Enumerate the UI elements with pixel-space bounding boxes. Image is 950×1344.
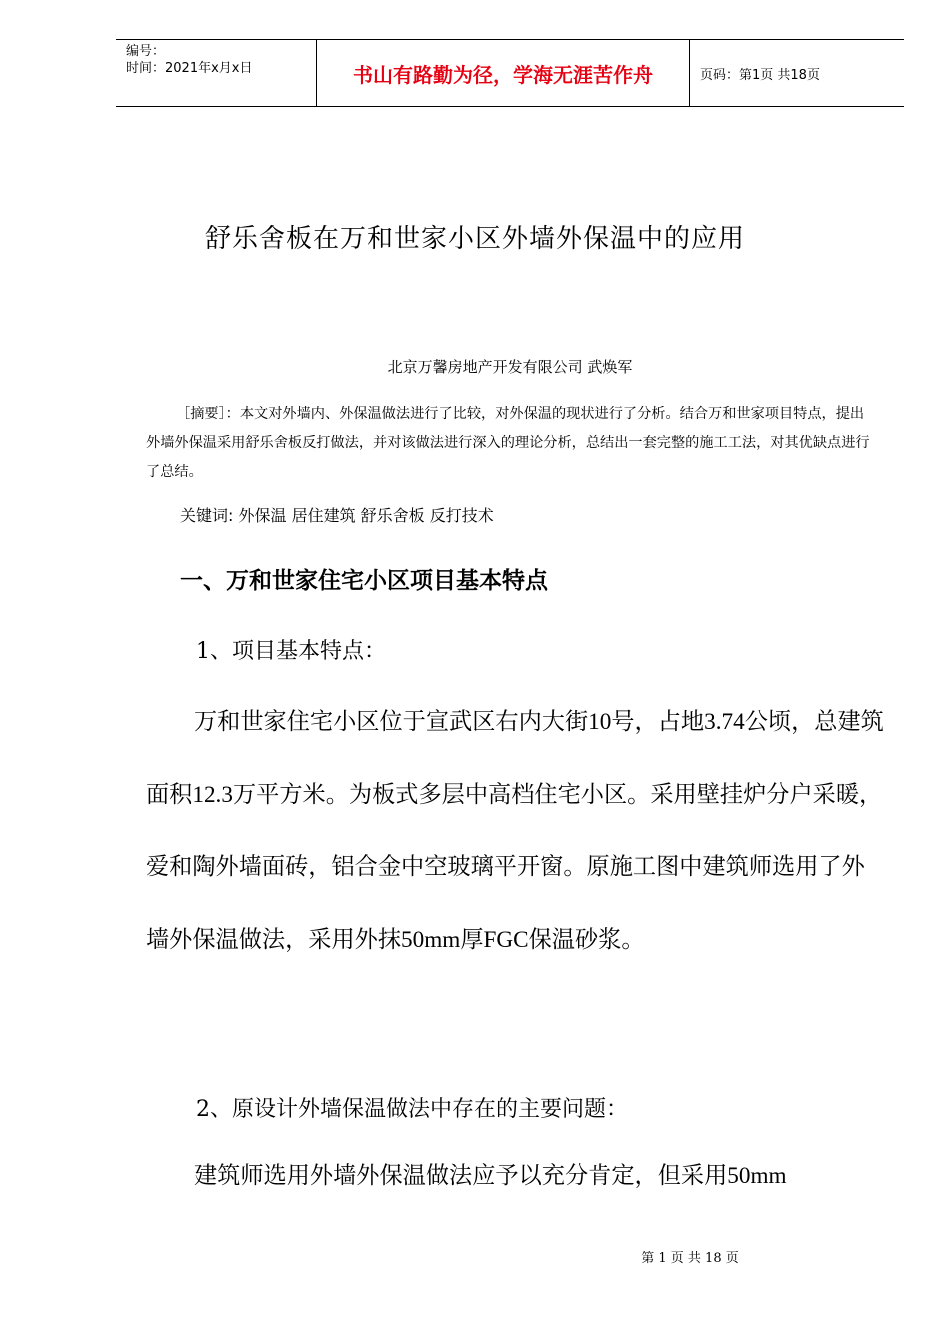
subsection-heading-1: 1、项目基本特点： <box>196 639 386 664</box>
time-label: 时间：2021年x月x日 <box>126 61 253 76</box>
abstract-text: 本文对外墙内、外保温做法进行了比较，对外保温的现状进行了分析。结合万和世家项目特点，提出外墙外保温采用舒乐舍板反打做法，并对该做法进行深入的理论分析，总结出一套完整的施工工法，对其优缺点进行了总结。 <box>146 406 870 480</box>
section-heading: 一、万和世家住宅小区项目基本特点 <box>180 568 548 594</box>
number-label: 编号： <box>126 44 166 59</box>
header-page-cell <box>690 40 904 106</box>
body-paragraph-1 <box>146 686 886 976</box>
document-title: 舒乐舍板在万和世家小区外墙外保温中的应用 <box>204 224 745 254</box>
subsection-heading-2: 2、原设计外墙保温做法中存在的主要问题： <box>196 1097 628 1122</box>
motto-text: 书山有路勤为径，学海无涯苦作舟 <box>353 62 653 87</box>
abstract-label: ［摘要］： <box>176 406 240 422</box>
keywords: 关键词: 外保温 居住建筑 舒乐舍板 反打技术 <box>180 506 494 525</box>
body-paragraph-2-text: 建筑师选用外墙外保温做法应予以充分肯定，但采用50mm <box>194 1163 787 1189</box>
abstract <box>146 400 876 487</box>
author-line: 北京万馨房地产开发有限公司 武焕军 <box>387 358 633 376</box>
header-meta-cell <box>116 40 316 106</box>
body-paragraph-1-text: 万和世家住宅小区位于宣武区右内大街10号，占地3.74公顷，总建筑面积12.3万平方米。为板式多层中高档住宅小区。采用壁挂炉分户采暖，爱和陶外墙面砖，铝合金中空玻璃平开窗。原施工图中建筑师选用了外墙外保温做法，采用外抹50mm厚FGC保温砂浆。 <box>146 709 884 953</box>
page-info: 页码：第1页 共18页 <box>700 67 820 83</box>
header-motto-cell <box>316 40 690 106</box>
page-footer: 第 1 页 共 18 页 <box>641 1251 739 1266</box>
body-paragraph-2 <box>146 1140 886 1213</box>
header-table <box>116 39 904 107</box>
